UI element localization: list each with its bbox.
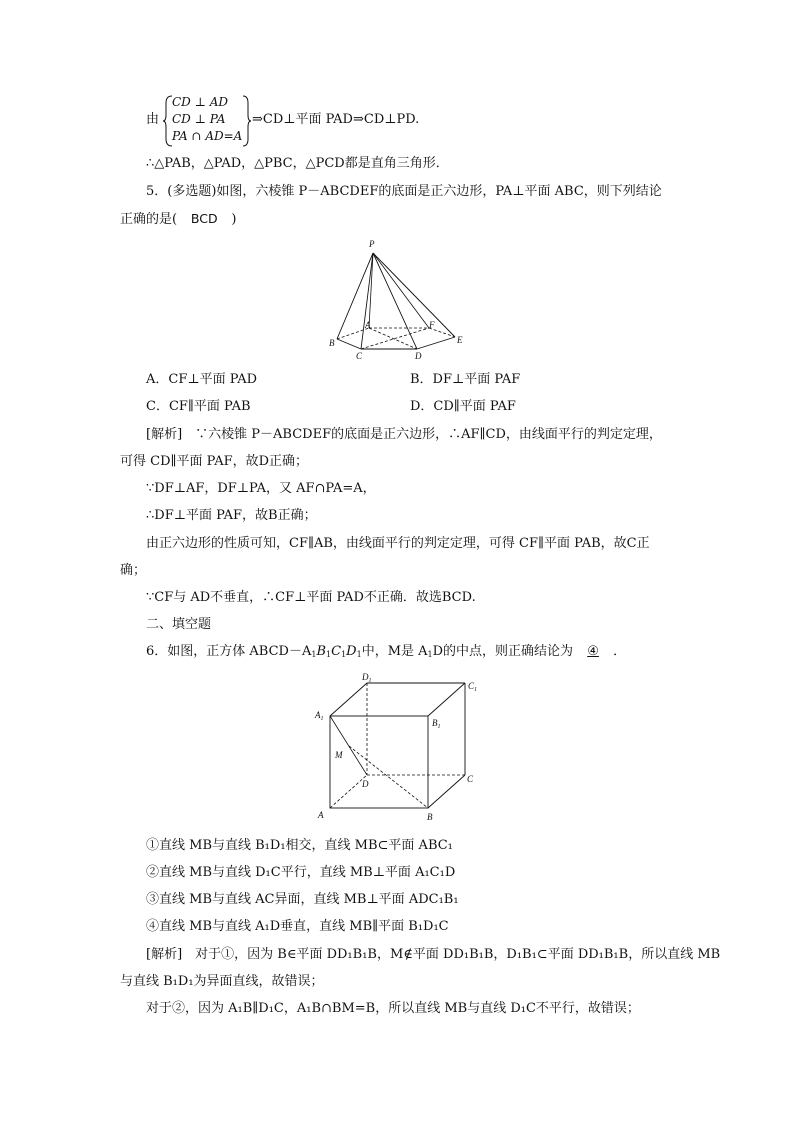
q6-item-1: ①直线 MB与直线 B₁D₁相交，直线 MB⊂平面 ABC₁ bbox=[146, 838, 453, 853]
q6-stem-end: ． bbox=[613, 644, 627, 659]
system-prefix: 由 bbox=[146, 112, 160, 127]
label-f: F bbox=[429, 320, 435, 330]
hexagonal-pyramid-figure bbox=[325, 236, 470, 361]
q6-analysis-line-3: 对于②，因为 A₁B∥D₁C，A₁B∩BM=B，所以直线 MB与直线 D₁C不平行，故错误； bbox=[146, 1001, 640, 1016]
label-c: C bbox=[467, 774, 474, 784]
label-c: C bbox=[356, 351, 363, 361]
label-p: P bbox=[369, 239, 375, 249]
label-e: E bbox=[457, 335, 463, 345]
section-heading: 二、填空题 bbox=[146, 617, 212, 632]
label-a1: $A_1$ bbox=[315, 710, 324, 722]
label-c1: $C_1$ bbox=[468, 681, 478, 693]
q5-stem-line-1: 5．(多选题)如图，六棱锥 P－ABCDEF的底面是正六边形，PA⊥平面 ABC，则下列结论 bbox=[146, 184, 662, 199]
q6-item-3: ③直线 MB与直线 AC异面，直线 MB⊥平面 ADC₁B₁ bbox=[146, 892, 459, 907]
q5-analysis-line-5: 由正六边形的性质可知，CF∥AB，由线面平行的判定定理，可得 CF∥平面 PAB，故C正 bbox=[146, 536, 650, 551]
q5-analysis-line-1: [解析] ∵六棱锥 P－ABCDEF的底面是正六边形，∴AF∥CD，由线面平行的判定定理， bbox=[146, 427, 662, 442]
right-triangles-line: ∴△PAB，△PAD，△PBC，△PCD都是直角三角形． bbox=[146, 156, 449, 171]
cube-figure bbox=[310, 668, 490, 828]
q6-item-4: ④直线 MB与直线 A₁D垂直，直线 MB∥平面 B₁D₁C bbox=[146, 919, 449, 934]
q6-stem-mid2: D的中点，则正确结论为 bbox=[432, 644, 574, 659]
q5-option-c: C．CF∥平面 PAB bbox=[146, 399, 251, 414]
label-b1: $B_1$ bbox=[432, 718, 441, 730]
q5-analysis-line-7: ∵CF与 AD不垂直，∴CF⊥平面 PAD不正确．故选BCD. bbox=[146, 590, 476, 605]
system-line-2: CD ⊥ PA bbox=[172, 112, 226, 126]
q5-analysis-line-4: ∴DF⊥平面 PAF，故B正确； bbox=[146, 508, 317, 523]
q6-stem: 6．如图，正方体 $ABCD-A_1B_1C_1D_1$中，M是 $A_1D$的中点，则正确结论为 ④ ． bbox=[146, 644, 627, 659]
label-d: D bbox=[415, 351, 422, 361]
q5-stem-prefix: 正确的是( bbox=[120, 212, 178, 227]
label-b: B bbox=[329, 338, 335, 348]
q5-option-d: D．CD∥平面 PAF bbox=[410, 399, 516, 414]
system-line-1: CD ⊥ AD bbox=[172, 95, 229, 109]
q6-stem-mid: 中，M是 A bbox=[361, 644, 428, 659]
label-a: A bbox=[365, 320, 371, 330]
system-line-3: PA ∩ AD=A bbox=[172, 129, 243, 143]
q6-stem-prefix: 6．如图，正方体 ABCD－A bbox=[146, 644, 312, 659]
q5-stem-suffix: ) bbox=[231, 212, 237, 227]
q5-answer: BCD bbox=[190, 211, 218, 226]
label-b: B bbox=[427, 812, 433, 822]
q5-stem-line-2 bbox=[120, 210, 236, 229]
q5-option-b: B．DF⊥平面 PAF bbox=[410, 372, 521, 387]
label-m: M bbox=[335, 750, 343, 760]
q5-analysis-line-3: ∵DF⊥AF，DF⊥PA，又 AF∩PA=A， bbox=[146, 481, 376, 496]
q5-analysis-line-2: 可得 CD∥平面 PAF，故D正确； bbox=[120, 454, 309, 469]
label-d: D bbox=[362, 779, 369, 789]
q6-item-2: ②直线 MB与直线 D₁C平行，直线 MB⊥平面 A₁C₁D bbox=[146, 865, 456, 880]
label-d1: $D_1$ bbox=[362, 672, 372, 684]
right-brace-icon bbox=[242, 95, 252, 147]
system-conclusion: ⇒CD⊥平面 PAD⇒CD⊥PD. bbox=[252, 112, 420, 127]
q6-analysis-line-1: [解析] 对于①，因为 B∈平面 DD₁B₁B，M∉平面 DD₁B₁B，D₁B₁⊂平面 DD₁B₁B，所以直线 MB bbox=[146, 947, 721, 962]
q6-answer: ④ bbox=[587, 644, 599, 659]
q5-option-a: A．CF⊥平面 PAD bbox=[146, 372, 258, 387]
q6-analysis-line-2: 与直线 B₁D₁为异面直线，故错误； bbox=[120, 974, 324, 989]
label-a: A bbox=[318, 810, 324, 820]
q5-analysis-line-6: 确； bbox=[120, 563, 147, 578]
